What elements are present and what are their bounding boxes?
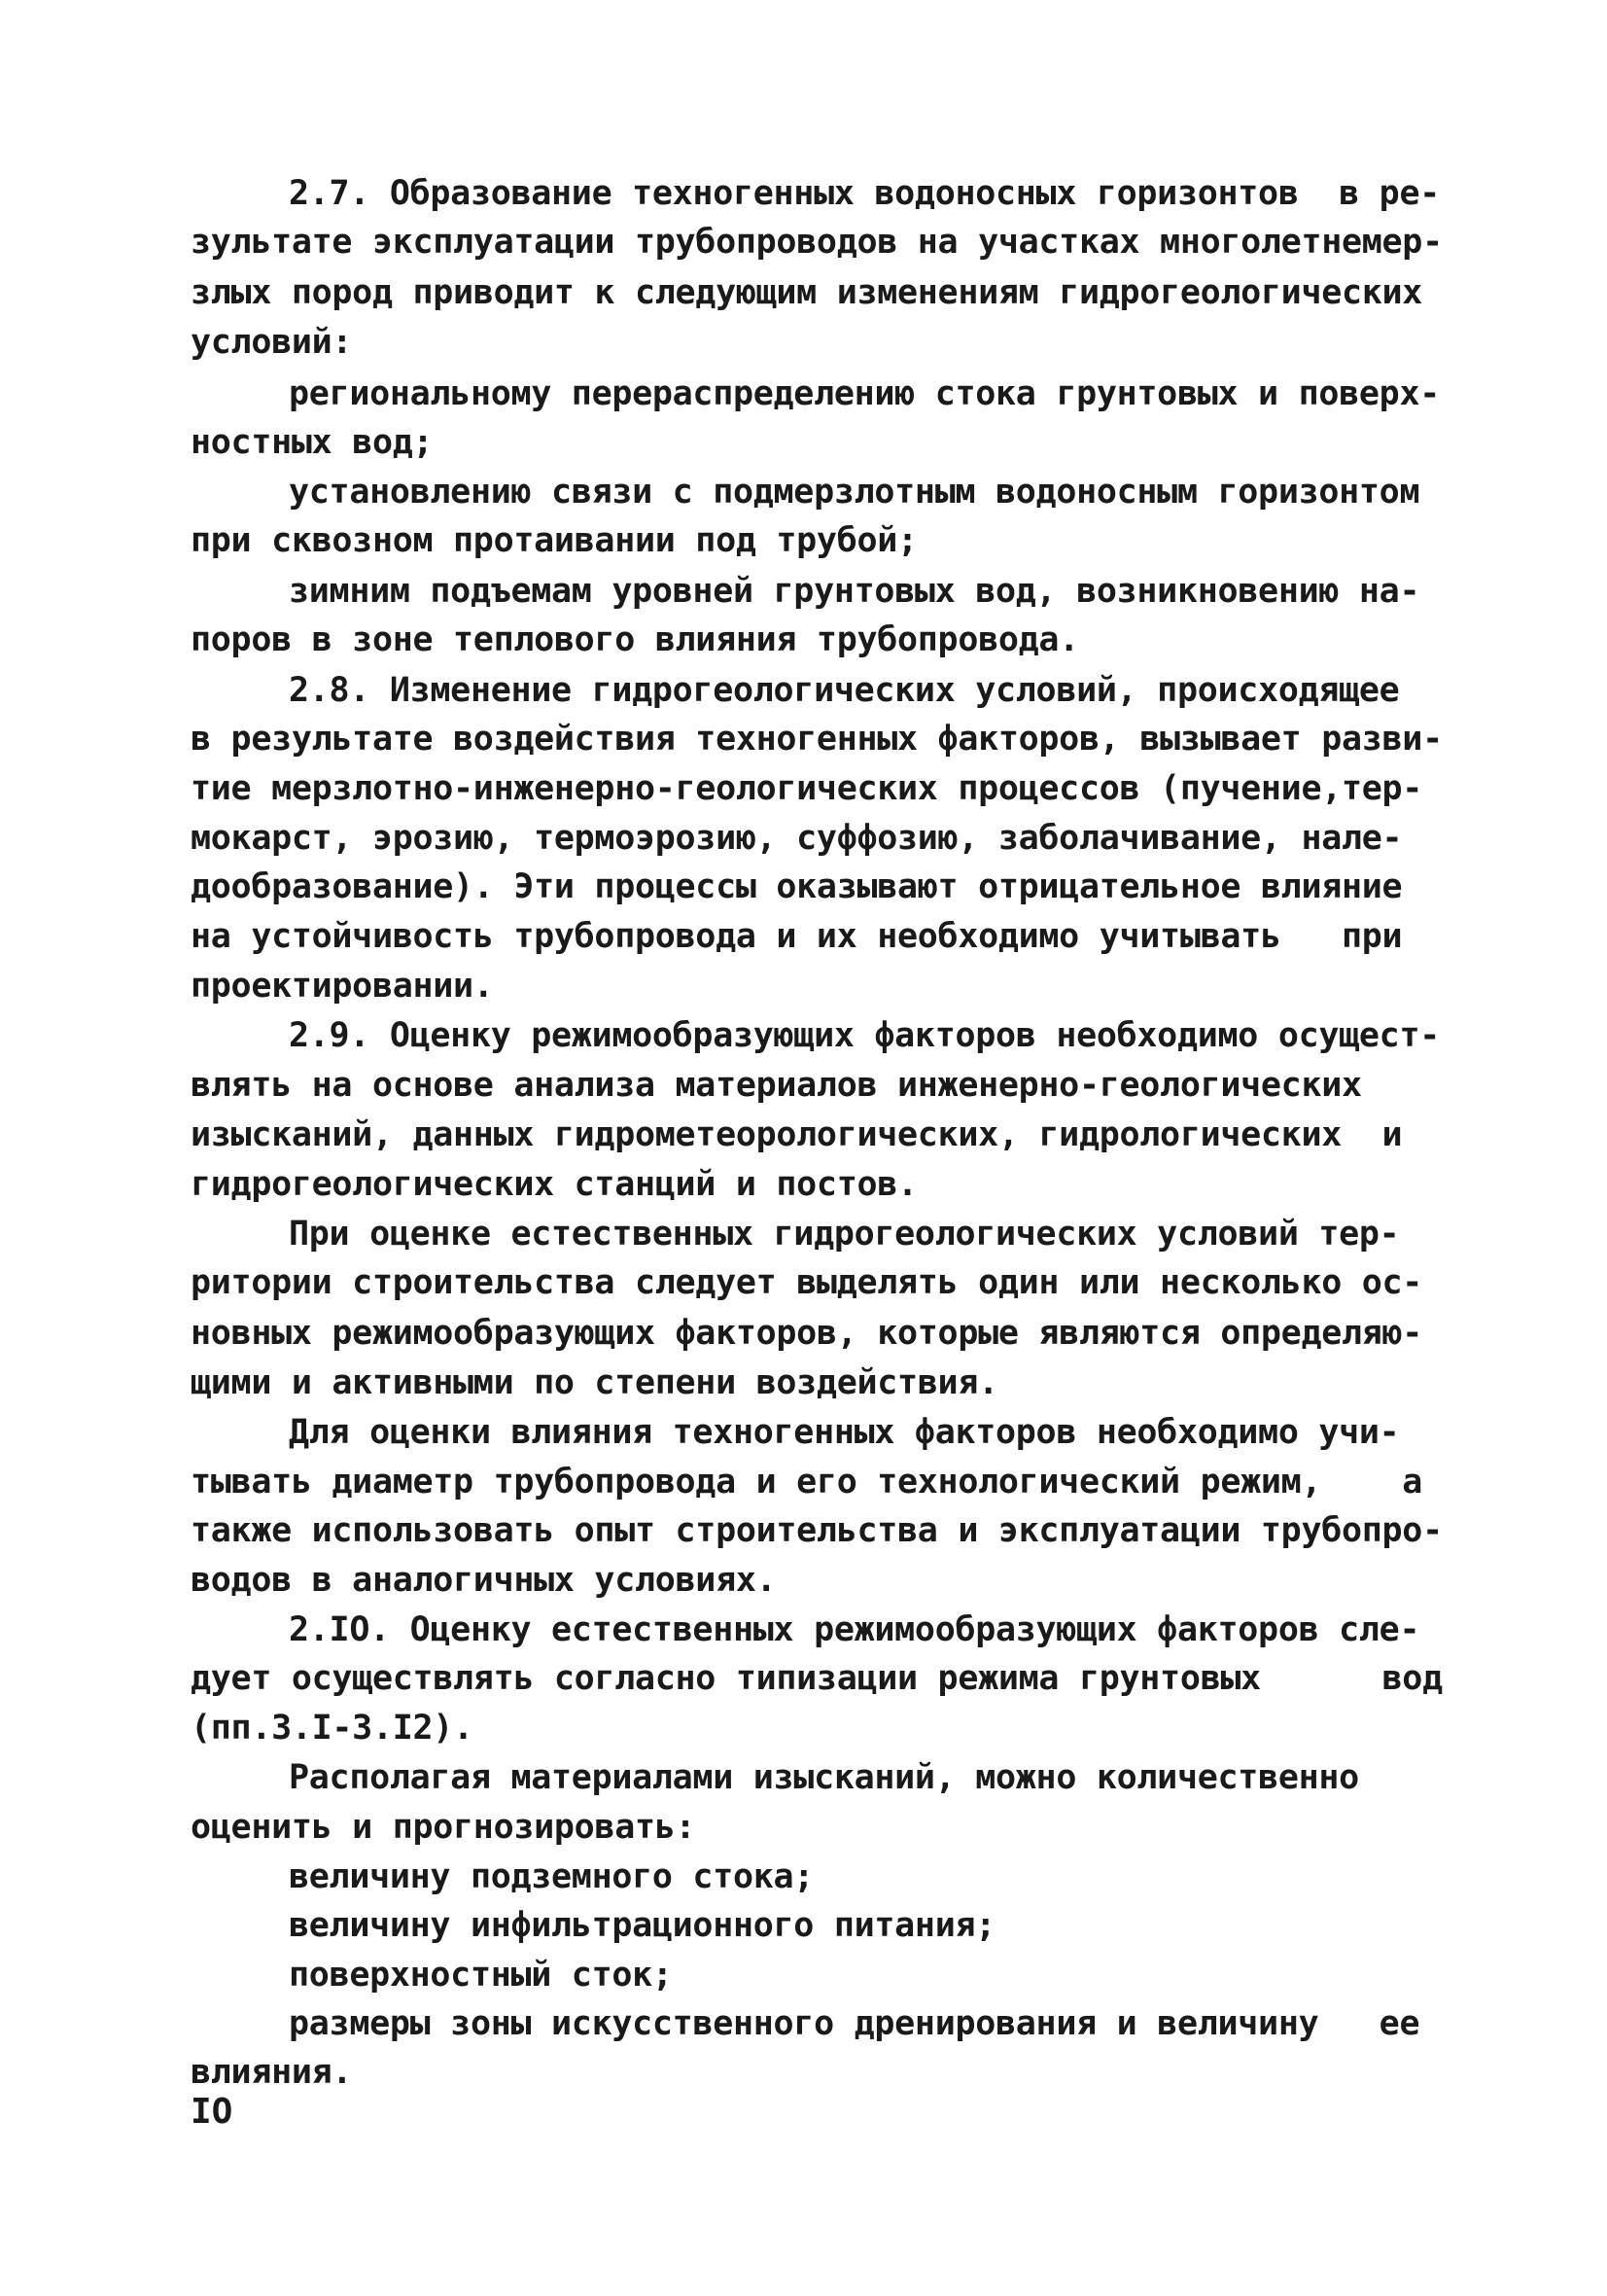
text-line-22: При оценке естественных гидрогеологических условий тер- [289,1215,1400,1254]
text-line-5: региональному перераспределению стока грунтовых и поверх- [289,374,1440,413]
text-line-34: оценить и прогнозировать: [191,1808,696,1847]
text-line-11: 2.8. Изменение гидрогеологических условий, происходящее [289,671,1400,710]
text-line-21: гидрогеологических станций и постов. [191,1165,918,1204]
text-line-7: установлению связи с подмерзлотным водоносным горизонтом [289,473,1420,512]
text-line-2: зультате эксплуатации трубопроводов на участках многолетнемер- [191,223,1443,262]
text-line-17: проектировании. [191,967,494,1006]
text-line-10: поров в зоне теплового влияния трубопровода. [191,620,1079,659]
text-line-1: 2.7. Образование техногенных водоносных горизонтов в ре- [289,174,1440,213]
text-line-33: Располагая материалами изысканий, можно количественно [289,1758,1359,1797]
text-line-24: новных режимообразующих факторов, которые являются определяю- [191,1314,1423,1353]
text-line-9: зимним подъемам уровней грунтовых вод, возникновению на- [289,572,1420,611]
text-line-39: влияния. [191,2053,353,2092]
text-line-20: изысканий, данных гидрометеорологических, гидрологических и [191,1115,1403,1154]
text-line-31: дует осуществлять согласно типизации режима грунтовых вод [191,1659,1443,1698]
text-line-28: также использовать опыт строительства и эксплуатации трубопро- [191,1511,1443,1550]
text-line-16: на устойчивость трубопровода и их необходимо учитывать при [191,917,1403,956]
text-line-29: водов в аналогичных условиях. [191,1561,777,1600]
text-line-30: 2.IO. Оценку естественных режимообразующих факторов сле- [289,1610,1420,1649]
text-line-12: в результате воздействия техногенных факторов, вызывает разви- [191,720,1443,759]
text-line-13: тие мерзлотно-инженерно-геологических процессов (пучение,тер- [191,769,1423,808]
text-line-25: щими и активными по степени воздействия. [191,1363,998,1402]
text-line-14: мокарст, эрозию, термоэрозию, суффозию, заболачивание, нале- [191,819,1403,858]
text-line-32: (пп.3.I-3.I2). [191,1709,473,1748]
text-line-3: злых пород приводит к следующим изменениям гидрогеологических [191,273,1423,312]
text-line-19: влять на основе анализа материалов инженерно-геологических [191,1066,1362,1105]
text-line-6: ностных вод; [191,423,434,462]
text-line-23: ритории строительства следует выделять один или несколько ос- [191,1263,1423,1302]
text-line-15: дообразование). Эти процессы оказывают отрицательное влияние [191,867,1403,906]
text-line-36: величину инфильтрационного питания; [289,1906,996,1945]
text-line-8: при сквозном протаивании под трубой; [191,521,918,560]
text-line-18: 2.9. Оценку режимообразующих факторов необходимо осущест- [289,1016,1440,1055]
text-line-37: поверхностный сток; [289,1956,673,1995]
text-line-4: условий: [191,323,353,362]
text-line-27: тывать диаметр трубопровода и его технологический режим, а [191,1463,1423,1501]
page-number: IO [191,2092,233,2132]
text-line-26: Для оценки влияния техногенных факторов необходимо учи- [289,1413,1400,1452]
text-line-35: величину подземного стока; [289,1857,815,1896]
text-line-38: размеры зоны искусственного дренирования и величину ее [289,2004,1420,2043]
